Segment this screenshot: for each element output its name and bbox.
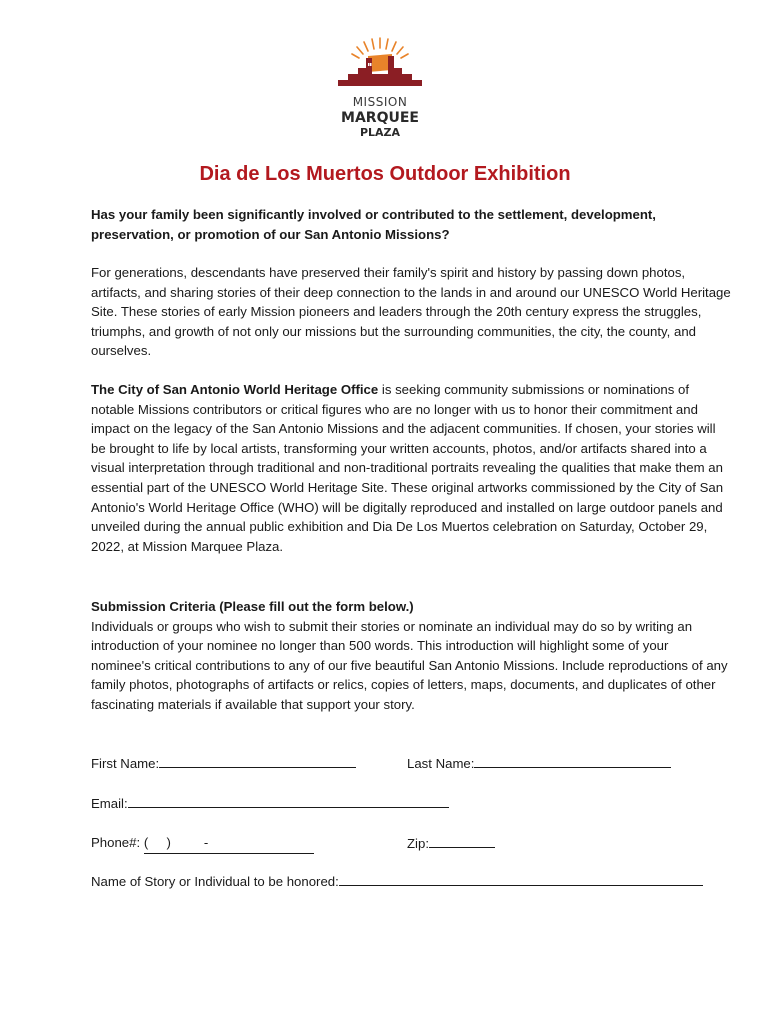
phone-label: Phone#: [91, 835, 141, 850]
last-name-label: Last Name: [407, 756, 475, 771]
page-title: Dia de Los Muertos Outdoor Exhibition [199, 163, 571, 185]
heritage-office-body: is seeking community submissions or nominations of notable Missions contributors or critical figures who are no longer with us to honor their commitment and impact on the legacy of the San Antonio Missions and the adjacent communities. If chosen, your stories will be brought to life by local artists, transforming your written accounts, photos, and/or artifacts shared into a visual interpretation through traditional and non-traditional portraits revealing the qualities that make them an essential part of the UNESCO World Heritage Site. These original artworks commissioned by the City of San Antonio's World Heritage Office (WHO) will be digitally reproduced and installed on large outdoor panels and unveiled during the annual public exhibition and Dia De Los Muertos celebration on Saturday, October 29, 2022, at Mission Marquee Plaza. [91, 382, 724, 554]
email-label: Email: [91, 796, 128, 811]
mission-marquee-logo [330, 30, 430, 140]
last-name-row [407, 753, 671, 774]
phone-field[interactable]: ( ) - [144, 833, 314, 854]
first-name-label: First Name: [91, 756, 160, 771]
email-row [91, 793, 449, 814]
submission-criteria [91, 597, 731, 715]
story-row [91, 871, 703, 892]
logo-text-mission: MISSION [352, 95, 408, 109]
heritage-office-paragraph [91, 380, 731, 556]
criteria-heading: Submission Criteria (Please fill out the form below.) [91, 599, 414, 614]
logo-text-plaza: PLAZA [359, 126, 401, 139]
email-field[interactable] [128, 793, 449, 808]
zip-label: Zip: [407, 836, 429, 851]
first-name-field[interactable] [159, 753, 356, 768]
logo-text-marquee: MARQUEE [341, 110, 419, 126]
zip-row [407, 833, 495, 854]
intro-question: Has your family been significantly involved or contributed to the settlement, development, preservation, or promotion of our San Antonio Missions? [91, 207, 656, 242]
heritage-office-lead: The City of San Antonio World Heritage Office [91, 382, 379, 397]
story-field[interactable] [339, 871, 703, 886]
logo-emblem-icon [330, 30, 430, 96]
criteria-body: Individuals or groups who wish to submit their stories or nominate an individual may do so by writing an introduction of your nominee no longer than 500 words. This introduction will highlight some of your nominee's critical contributions to any of our five beautiful San Antonio Missions. Include reproductions of any family photos, photographs of artifacts or relics, copies of letters, maps, documents, and duplicates of other fascinating materials if available that support your story. [91, 618, 728, 712]
last-name-field[interactable] [474, 753, 671, 768]
phone-row [91, 833, 314, 854]
intro-paragraph: For generations, descendants have preserved their family's spirit and history by passing down photos, artifacts, and sharing stories of their deep connection to the lands in and around our UNESCO World Heritage Site. These stories of early Mission pioneers and leaders through the 20th century express the struggles, triumphs, and growth of not only our missions but the surrounding communities, the city, the county, and ourselves. [91, 265, 731, 359]
first-name-row [91, 753, 356, 774]
zip-field[interactable] [429, 833, 495, 848]
story-label: Name of Story or Individual to be honored: [91, 874, 339, 889]
